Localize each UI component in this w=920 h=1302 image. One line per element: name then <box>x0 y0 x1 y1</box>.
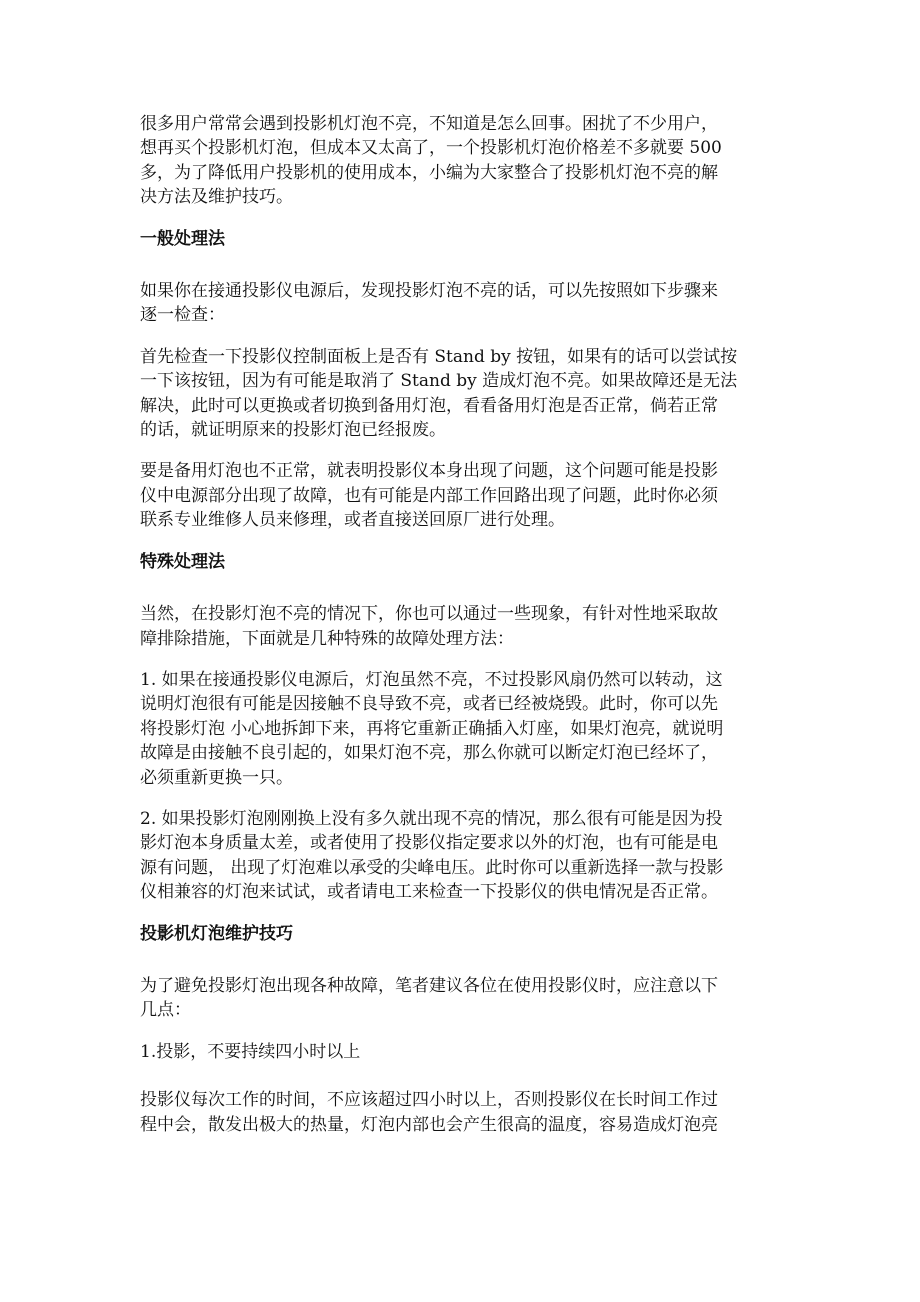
text-line: 几点： <box>140 1000 191 1021</box>
paragraph <box>140 345 790 443</box>
text-line: 仪相兼容的灯泡来试试，或者请电工来检查一下投影仪的供电情况是否正常。 <box>140 882 718 903</box>
text-line: 影灯泡本身质量太差，或者使用了投影仪指定要求以外的灯泡，也有可能是电 <box>140 833 718 854</box>
text-line: 源有问题， 出现了灯泡难以承受的尖峰电压。此时你可以重新选择一款与投影 <box>140 857 724 878</box>
text-line: 逐一检查： <box>140 305 225 326</box>
list-item <box>140 668 790 790</box>
text-line: 决方法及维护技巧。 <box>140 187 293 208</box>
text-line: 仪中电源部分出现了故障，也有可能是内部工作回路出现了问题，此时你必须 <box>140 485 718 506</box>
text-line: 首先检查一下投影仪控制面板上是否有 Stand by 按钮，如果有的话可以尝试按 <box>140 346 738 367</box>
paragraph <box>140 1088 790 1137</box>
paragraph <box>140 279 790 328</box>
text-line: 想再买个投影机灯泡，但成本又太高了，一个投影机灯泡价格差不多就要 500 <box>140 138 722 159</box>
paragraph <box>140 602 790 651</box>
section-heading-general: 一般处理法 <box>140 228 225 249</box>
text-line: 解决，此时可以更换或者切换到备用灯泡，看看备用灯泡是否正常，倘若正常 <box>140 395 718 416</box>
section-heading-special: 特殊处理法 <box>140 551 225 572</box>
text-line: 多，为了降低用户投影机的使用成本，小编为大家整合了投影机灯泡不亮的解 <box>140 162 718 183</box>
text-line: 当然，在投影灯泡不亮的情况下，你也可以通过一些现象，有针对性地采取故 <box>140 604 718 625</box>
tip-title <box>140 1040 790 1064</box>
text-line: 将投影灯泡 小心地拆卸下来，再将它重新正确插入灯座，如果灯泡亮，就说明 <box>140 718 724 739</box>
text-line: 要是备用灯泡也不正常，就表明投影仪本身出现了问题，这个问题可能是投影 <box>140 461 718 482</box>
text-line: 很多用户常常会遇到投影机灯泡不亮，不知道是怎么回事。困扰了不少用户， <box>140 114 718 134</box>
text-line: 1.投影，不要持续四小时以上 <box>140 1041 361 1062</box>
text-line: 2. 如果投影灯泡刚刚换上没有多久就出现不亮的情况，那么很有可能是因为投 <box>140 808 723 829</box>
text-line: 故障是由接触不良引起的，如果灯泡不亮，那么你就可以断定灯泡已经坏了， <box>140 743 718 764</box>
text-line: 为了避免投影灯泡出现各种故障，笔者建议各位在使用投影仪时，应注意以下 <box>140 975 718 996</box>
text-line: 程中会，散发出极大的热量，灯泡内部也会产生很高的温度，容易造成灯泡亮 <box>140 1114 718 1135</box>
text-line: 的话，就证明原来的投影灯泡已经报废。 <box>140 420 446 441</box>
text-line: 联系专业维修人员来修理，或者直接送回原厂进行处理。 <box>140 510 565 531</box>
text-line: 投影仪每次工作的时间，不应该超过四小时以上，否则投影仪在长时间工作过 <box>140 1090 718 1111</box>
intro-paragraph <box>140 112 790 210</box>
document-body <box>140 112 790 1154</box>
section-heading-maintenance: 投影机灯泡维护技巧 <box>140 923 293 944</box>
text-line: 1. 如果在接通投影仪电源后，灯泡虽然不亮，不过投影风扇仍然可以转动，这 <box>140 669 723 690</box>
paragraph <box>140 459 790 532</box>
list-item <box>140 807 790 905</box>
text-line: 说明灯泡很有可能是因接触不良导致不亮，或者已经被烧毁。此时，你可以先 <box>140 694 718 715</box>
text-line: 如果你在接通投影仪电源后，发现投影灯泡不亮的话，可以先按照如下步骤来 <box>140 281 718 302</box>
text-line: 障排除措施，下面就是几种特殊的故障处理方法： <box>140 628 514 649</box>
paragraph <box>140 974 790 1023</box>
text-line: 一下该按钮，因为有可能是取消了 Stand by 造成灯泡不亮。如果故障还是无法 <box>140 371 738 392</box>
text-line: 必须重新更换一只。 <box>140 767 293 788</box>
